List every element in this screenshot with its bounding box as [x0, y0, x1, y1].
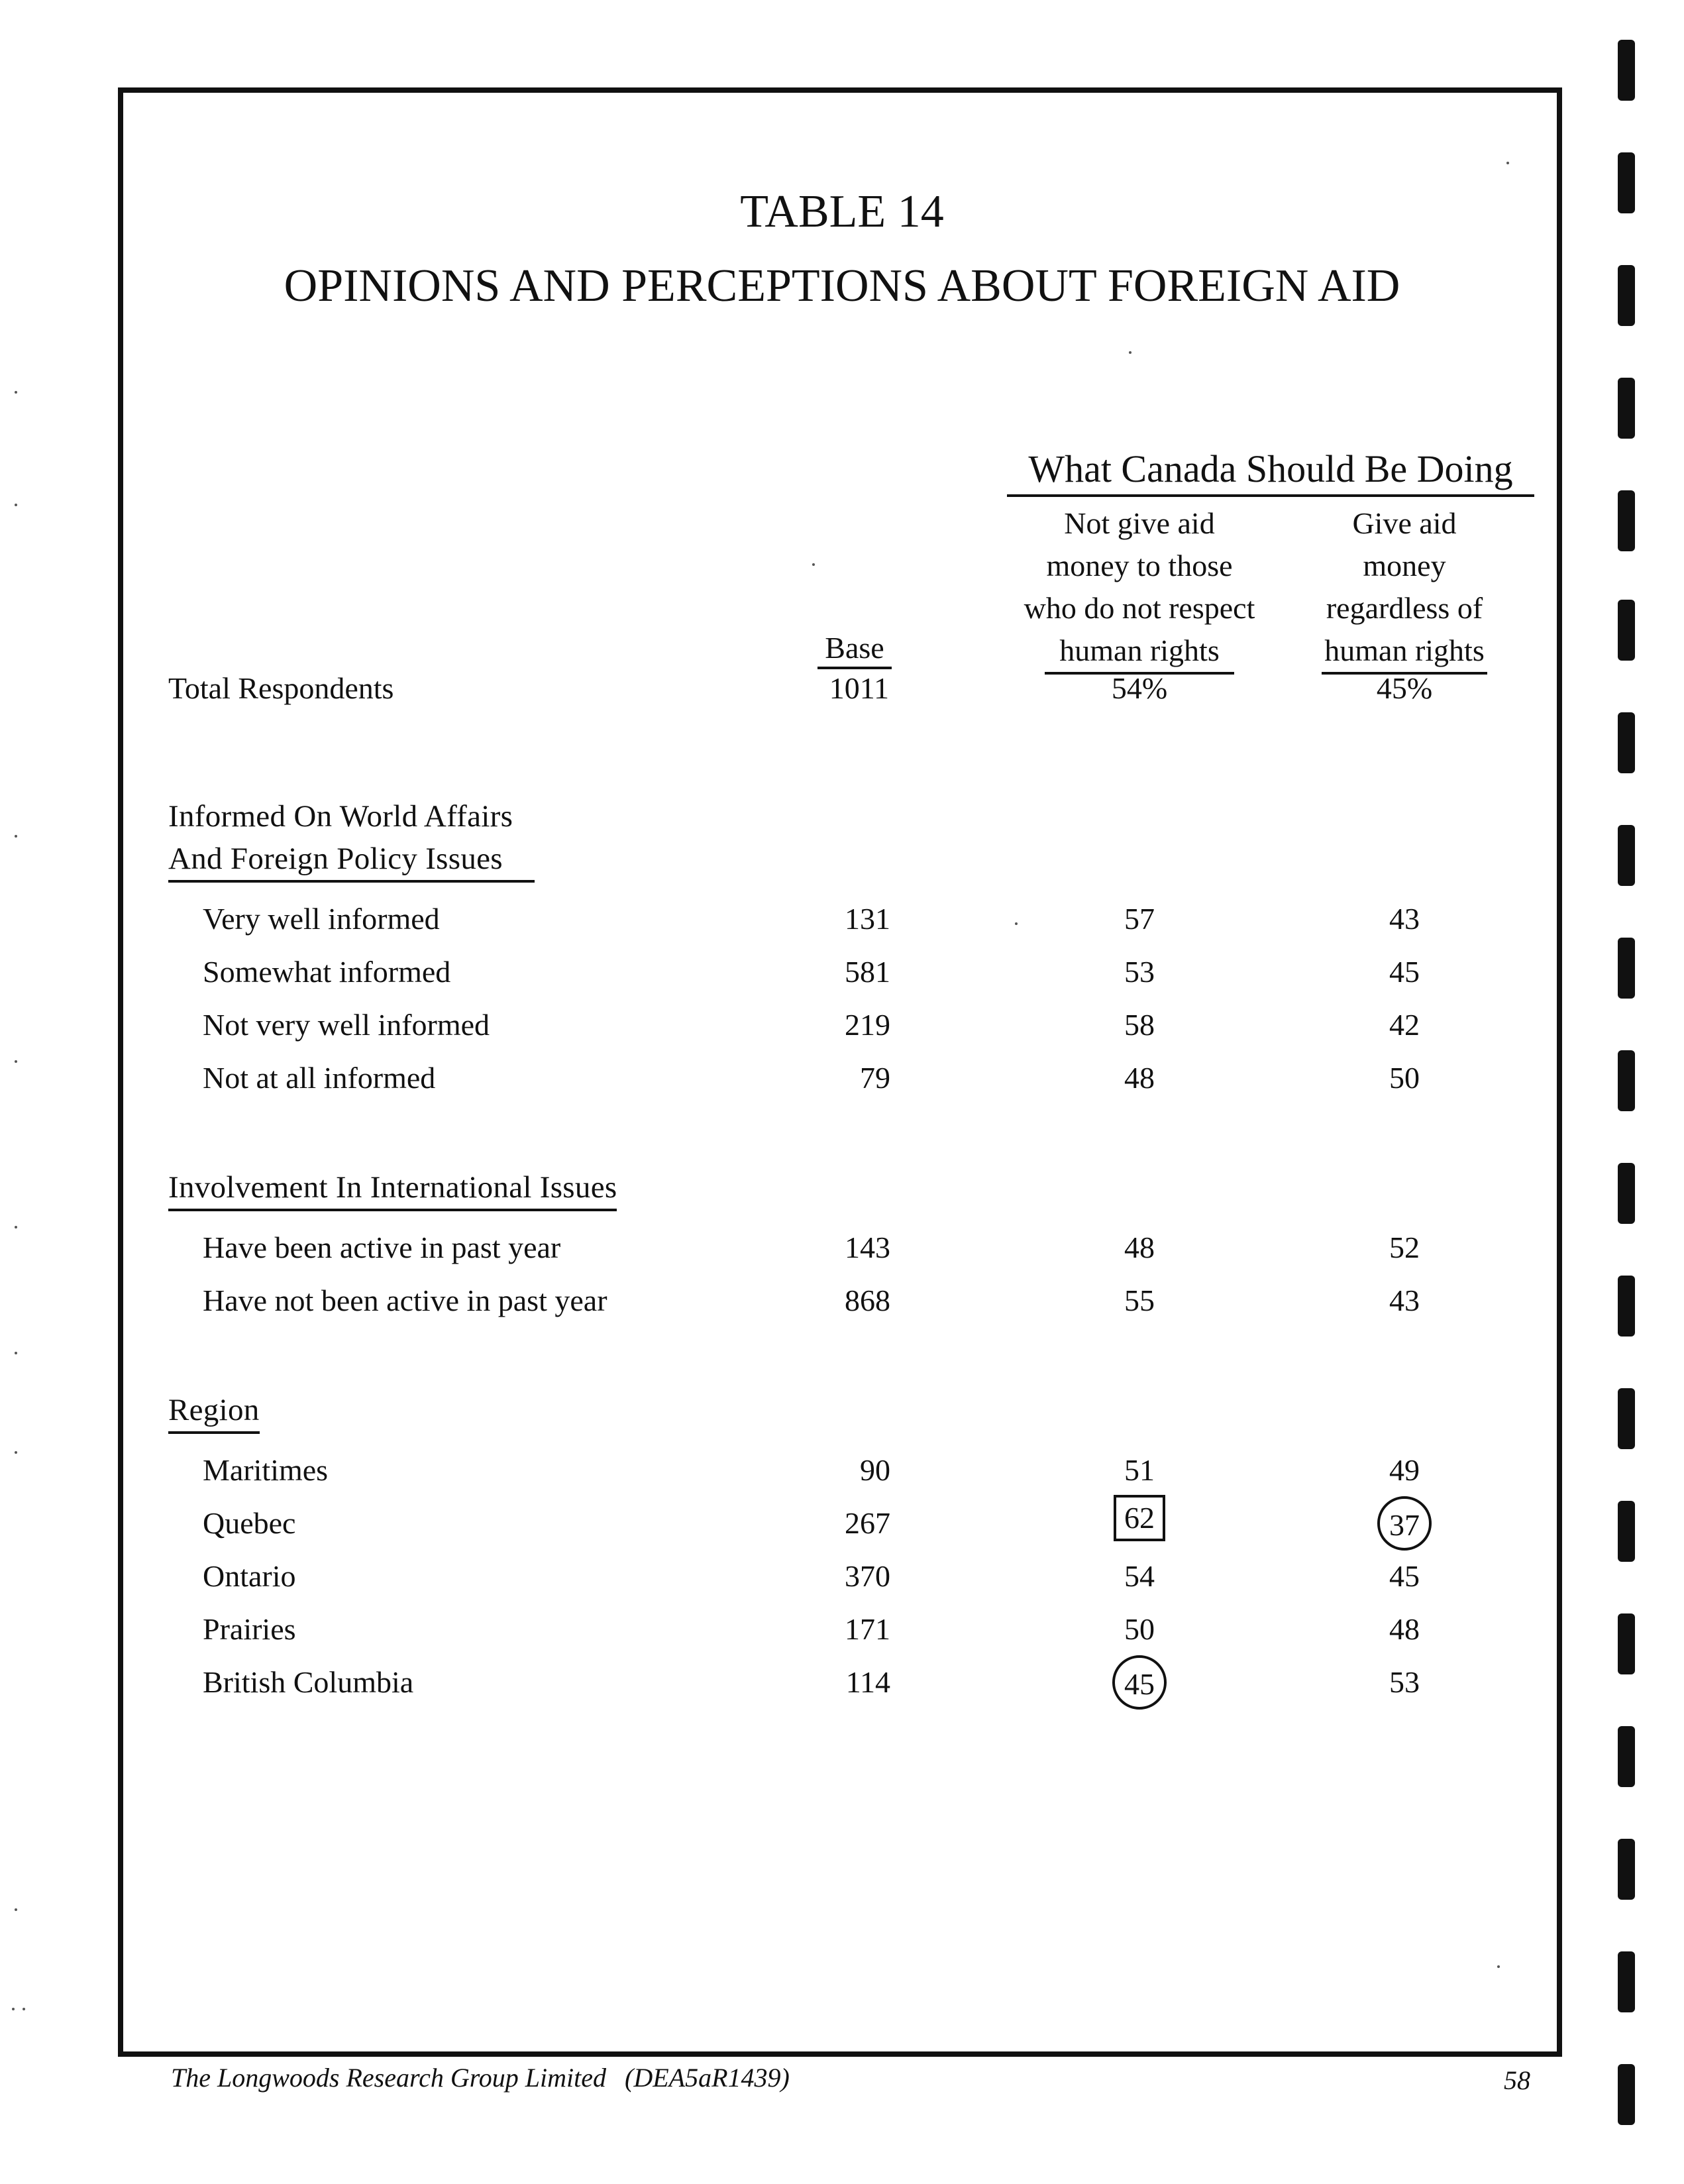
page-number: 58 [1504, 2065, 1530, 2095]
row-base: 90 [860, 1453, 890, 1487]
scan-speck [15, 1352, 17, 1354]
row-col1: 54 [1124, 1559, 1155, 1593]
col1-header-line: Not give aid [1064, 506, 1215, 540]
scan-speck [15, 1451, 17, 1454]
row-label: Ontario [203, 1559, 296, 1593]
row-col2: 53 [1389, 1665, 1420, 1699]
binder-mark [1618, 1276, 1635, 1337]
binder-mark [1618, 712, 1635, 773]
table-number: TABLE 14 [740, 186, 944, 237]
row-col1: 55 [1124, 1283, 1155, 1317]
row-col1: 50 [1124, 1612, 1155, 1646]
section-heading-informed [168, 795, 535, 883]
row-label: Very well informed [203, 902, 440, 936]
row-col2: 52 [1389, 1230, 1420, 1264]
row-col1-cell [1073, 1495, 1206, 1541]
total-col1: 54% [1111, 671, 1168, 705]
total-label: Total Respondents [168, 671, 394, 705]
scan-speck [1015, 922, 1018, 925]
total-col2: 45% [1376, 671, 1433, 705]
binder-mark [1618, 938, 1635, 999]
row-col2: 50 [1389, 1061, 1420, 1095]
row-col1: 48 [1124, 1230, 1155, 1264]
column-header-give-aid [1298, 502, 1510, 675]
row-label: Prairies [203, 1612, 296, 1646]
binder-mark [1618, 825, 1635, 886]
binder-mark [1618, 378, 1635, 439]
scan-speck [812, 563, 815, 566]
scan-speck [15, 1060, 17, 1063]
binder-mark [1618, 1839, 1635, 1900]
scan-speck [23, 2008, 25, 2010]
row-base: 219 [845, 1008, 890, 1042]
row-label: British Columbia [203, 1665, 414, 1699]
circled-value: 37 [1377, 1496, 1432, 1551]
row-base: 581 [845, 955, 890, 989]
binder-mark [1618, 1613, 1635, 1674]
scan-speck [15, 504, 17, 506]
row-label: Have not been active in past year [203, 1283, 607, 1317]
binder-mark [1618, 1951, 1635, 2012]
row-col2: 43 [1389, 902, 1420, 936]
row-col2: 42 [1389, 1008, 1420, 1042]
row-label: Have been active in past year [203, 1230, 561, 1264]
scan-speck [1506, 162, 1509, 164]
row-label: Quebec [203, 1506, 296, 1540]
total-base: 1011 [829, 671, 889, 705]
row-col2: 45 [1389, 1559, 1420, 1593]
footer-company-name: The Longwoods Research Group Limited [171, 2063, 607, 2093]
scan-speck [12, 2008, 15, 2010]
col1-header-line: who do not respect [1024, 591, 1255, 625]
row-col1: 57 [1124, 902, 1155, 936]
row-base: 868 [845, 1283, 890, 1317]
row-col1: 48 [1124, 1061, 1155, 1095]
section-heading-line: Region [168, 1389, 260, 1434]
scan-speck [1129, 351, 1131, 354]
scan-speck [15, 835, 17, 838]
row-col2: 48 [1389, 1612, 1420, 1646]
scan-speck [15, 1908, 17, 1911]
row-base: 171 [845, 1612, 890, 1646]
row-label: Maritimes [203, 1453, 329, 1487]
section-heading-region [168, 1389, 260, 1434]
row-label: Not at all informed [203, 1061, 436, 1095]
row-base: 143 [845, 1230, 890, 1264]
binder-mark [1618, 1501, 1635, 1562]
scan-speck [15, 391, 17, 394]
row-col2-cell [1338, 1496, 1471, 1551]
row-label: Somewhat informed [203, 955, 451, 989]
footer-document-code: (DEA5aR1439) [625, 2063, 790, 2093]
circled-value: 45 [1112, 1655, 1167, 1710]
binder-mark [1618, 1388, 1635, 1449]
binder-mark [1618, 490, 1635, 551]
section-heading-involvement [168, 1166, 617, 1211]
column-header-base: Base [817, 629, 892, 669]
col2-header-line: Give aid [1352, 506, 1457, 540]
binder-mark [1618, 1050, 1635, 1111]
row-base: 267 [845, 1506, 890, 1540]
row-base: 114 [845, 1665, 890, 1699]
row-col1: 58 [1124, 1008, 1155, 1042]
row-base: 79 [860, 1061, 890, 1095]
row-label: Not very well informed [203, 1008, 490, 1042]
binder-mark [1618, 152, 1635, 213]
footer-company [171, 2062, 790, 2093]
row-base: 370 [845, 1559, 890, 1593]
section-heading-line: Informed On World Affairs [168, 799, 513, 834]
binder-mark [1618, 1726, 1635, 1787]
row-col2: 49 [1389, 1453, 1420, 1487]
column-header-not-give-aid [994, 502, 1285, 675]
row-col1: 53 [1124, 955, 1155, 989]
section-heading-line: Involvement In International Issues [168, 1166, 617, 1211]
row-col2: 45 [1389, 955, 1420, 989]
binder-mark [1618, 265, 1635, 326]
row-col2: 43 [1389, 1283, 1420, 1317]
col1-header-line: money to those [1046, 549, 1233, 582]
binder-mark [1618, 600, 1635, 661]
binder-mark [1618, 40, 1635, 101]
row-col1: 51 [1124, 1453, 1155, 1487]
binder-mark [1618, 1163, 1635, 1224]
row-col1-cell [1073, 1655, 1206, 1710]
col2-header-line: regardless of [1326, 591, 1483, 625]
col2-header-line: human rights [1322, 629, 1487, 675]
scan-speck [1497, 1965, 1500, 1968]
section-heading-line: And Foreign Policy Issues [168, 838, 535, 883]
col1-header-line: human rights [1045, 629, 1234, 675]
boxed-value: 62 [1114, 1495, 1165, 1541]
scan-speck [15, 1226, 17, 1228]
row-base: 131 [845, 902, 890, 936]
col2-header-line: money [1363, 549, 1446, 582]
table-title: OPINIONS AND PERCEPTIONS ABOUT FOREIGN AID [284, 260, 1400, 311]
column-group-header: What Canada Should Be Doing [1007, 444, 1534, 497]
binder-mark [1618, 2064, 1635, 2125]
